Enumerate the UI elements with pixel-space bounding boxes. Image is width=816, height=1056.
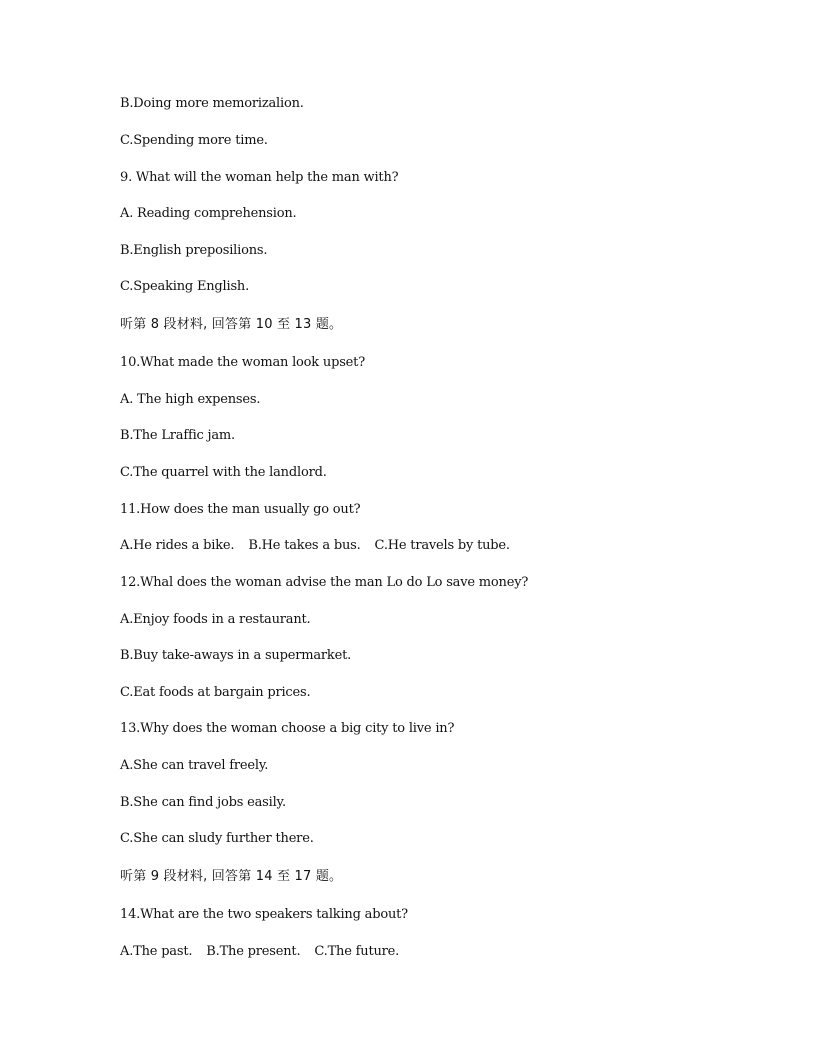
question-12: 12.Whal does the woman advise the man Lo do Lo save money?	[120, 575, 529, 590]
option-14b: B.The present.	[206, 944, 301, 959]
option-14a: A.The past.	[120, 944, 193, 959]
question-13: 13.Why does the woman choose a big city to live in?	[120, 721, 455, 736]
option-10c: C.The quarrel with the landlord.	[120, 465, 327, 480]
option-14c: C.The future.	[314, 944, 400, 959]
option-9a: A. Reading comprehension.	[120, 206, 297, 221]
option-10b: B.The Lraffic jam.	[120, 428, 235, 443]
section-instruction-8: 听第 8 段材料, 回答第 10 至 13 题。	[120, 317, 343, 332]
option-11c: C.He travels by tube.	[374, 538, 510, 553]
option-9c: C.Speaking English.	[120, 279, 250, 294]
question-10: 10.What made the woman look upset?	[120, 355, 365, 370]
question-9: 9. What will the woman help the man with?	[120, 170, 399, 185]
section-instruction-9: 听第 9 段材料, 回答第 14 至 17 题。	[120, 869, 343, 884]
option-12b: B.Buy take-aways in a supermarket.	[120, 648, 352, 663]
options-14	[120, 944, 399, 960]
option-8c: C.Spending more time.	[120, 133, 268, 148]
option-10a: A. The high expenses.	[120, 392, 261, 407]
option-9b: B.English preposilions.	[120, 243, 268, 258]
options-11	[120, 538, 510, 554]
option-11a: A.He rides a bike.	[120, 538, 235, 553]
option-13a: A.She can travel freely.	[120, 758, 269, 773]
option-13b: B.She can find jobs easily.	[120, 795, 286, 810]
option-12c: C.Eat foods at bargain prices.	[120, 685, 311, 700]
question-11: 11.How does the man usually go out?	[120, 502, 361, 517]
option-13c: C.She can sludy further there.	[120, 831, 314, 846]
option-11b: B.He takes a bus.	[248, 538, 361, 553]
option-12a: A.Enjoy foods in a restaurant.	[120, 612, 311, 627]
question-14: 14.What are the two speakers talking about?	[120, 907, 408, 922]
option-8b: B.Doing more memorizalion.	[120, 96, 304, 111]
